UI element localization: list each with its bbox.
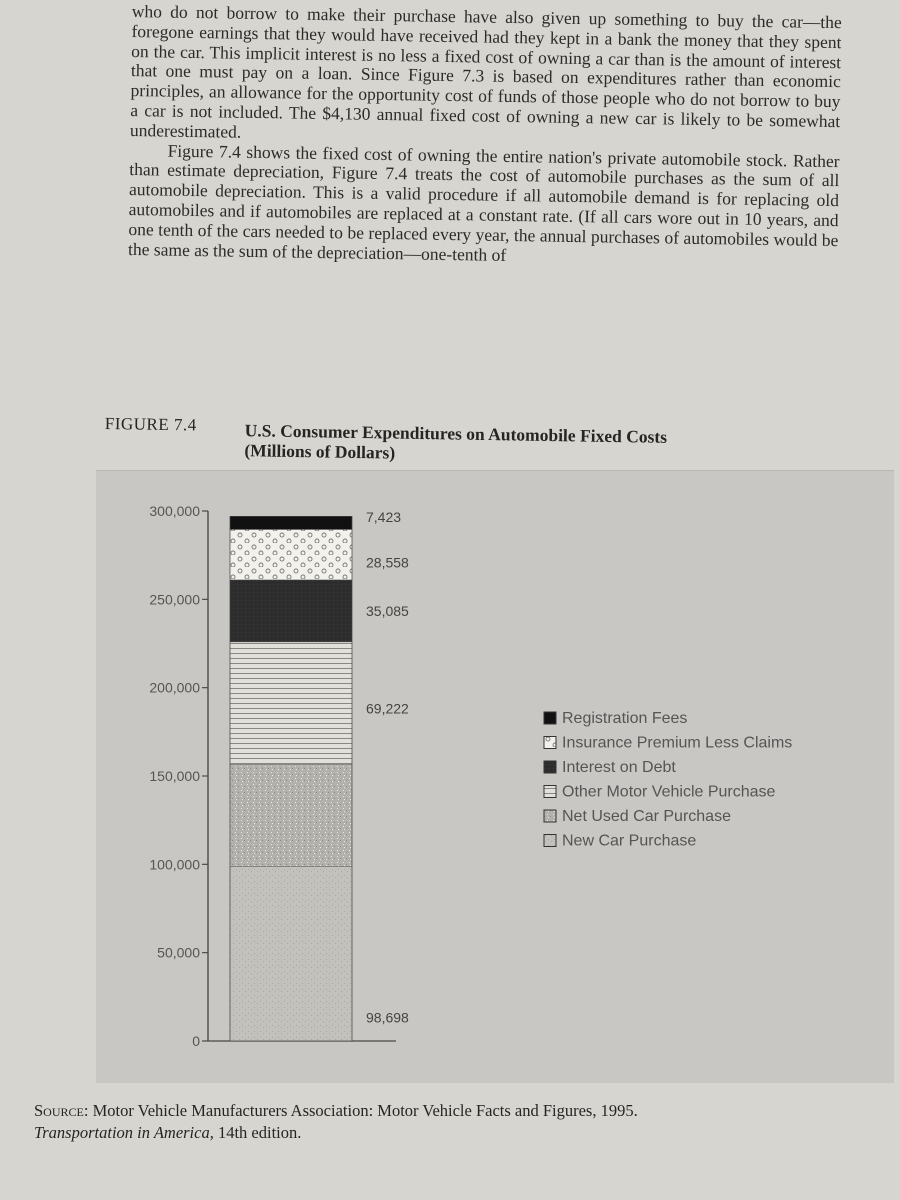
data-label-new-car-purchase: 98,698 — [366, 1009, 409, 1026]
source-label: Source: — [34, 1101, 89, 1120]
data-label-interest-on-debt: 35,085 — [366, 602, 409, 619]
figure-title: U.S. Consumer Expenditures on Automobile Fixed Costs — [244, 420, 668, 447]
y-tick-label: 200,000 — [149, 679, 200, 696]
data-label-registration-fees: 7,423 — [366, 508, 402, 525]
y-tick-label: 150,000 — [149, 768, 200, 784]
bar-segment-registration-fees — [230, 516, 352, 529]
legend-label-net-used-car-purchase: Net Used Car Purchase — [562, 808, 731, 825]
y-tick-label: 250,000 — [149, 591, 200, 608]
paragraph-2: Figure 7.4 shows the fixed cost of owning the entire nation's private automobile stock. Rather than estimate depreciation, Figure 7.4 treats the cost of automobile purchases as the sum of all automobile depreciation. This is a valid procedure if all automobile demand is for replacing old automobiles and if automobiles are replaced at a constant rate. (If all cars wore out in 10 years, and one tenth of the cars needed to be replaced every year, the annual purchases of automobiles would be the same as the sum of the depreciation—one-tenth of — [127, 140, 840, 265]
legend-swatch-insurance-premium-less-claims — [544, 737, 556, 749]
legend-label-other-motor-vehicle-purchase: Other Motor Vehicle Purchase — [562, 783, 776, 801]
legend-swatch-other-motor-vehicle-purchase — [544, 786, 556, 798]
stacked-bar-chart — [96, 471, 894, 1083]
y-tick-label: 300,000 — [149, 503, 200, 519]
source-publication: Transportation in America, — [34, 1123, 214, 1142]
bar-segment-insurance-premium-less-claims — [230, 529, 352, 579]
figure-subtitle: (Millions of Dollars) — [244, 440, 396, 463]
bar-segment-interest-on-debt — [230, 580, 352, 642]
data-label-insurance-premium-less-claims: 28,558 — [366, 554, 409, 571]
data-label-other-motor-vehicle-purchase: 69,222 — [366, 700, 409, 717]
legend-swatch-net-used-car-purchase — [544, 810, 556, 822]
legend-swatch-new-car-purchase — [544, 835, 556, 847]
y-tick-label: 0 — [192, 1033, 200, 1049]
legend-label-interest-on-debt: Interest on Debt — [562, 759, 676, 776]
paragraph-1: who do not borrow to make their purchase have also given up something to buy the car—the foregone earnings that they would have received had they kept in a bank the money that they spent on the car. This implicit interest is no less a fixed cost of owning a car than is the amount of interest that one must pay on a loan. Since Figure 7.3 is based on expenditures rather than economic principles, an allowance for the opportunity cost of funds of those people who do not borrow to buy a car is not included. The $4,130 annual fixed cost of owning a new car is likely to be somewhat underestimated. — [129, 1, 842, 142]
bar-segment-other-motor-vehicle-purchase — [230, 642, 352, 764]
legend-label-insurance-premium-less-claims: Insurance Premium Less Claims — [562, 734, 793, 752]
legend-swatch-registration-fees — [544, 712, 556, 724]
legend-swatch-interest-on-debt — [544, 761, 556, 773]
body-text — [128, 2, 842, 270]
figure-source — [34, 1100, 834, 1144]
figure-heading — [104, 414, 805, 463]
bar-segment-new-car-purchase — [230, 867, 352, 1041]
figure-title-block — [244, 420, 667, 467]
legend-label-registration-fees: Registration Fees — [562, 710, 688, 727]
y-tick-label: 50,000 — [157, 944, 200, 961]
source-text: Motor Vehicle Manufacturers Association: Motor Vehicle Facts and Figures, 1995. — [92, 1101, 638, 1120]
chart-area — [96, 470, 894, 1083]
bar-segment-net-used-car-purchase — [230, 764, 352, 866]
legend-label-new-car-purchase: New Car Purchase — [562, 832, 697, 850]
y-tick-label: 100,000 — [149, 856, 200, 873]
figure-number: FIGURE 7.4 — [104, 414, 197, 435]
source-edition: 14th edition. — [217, 1123, 302, 1142]
